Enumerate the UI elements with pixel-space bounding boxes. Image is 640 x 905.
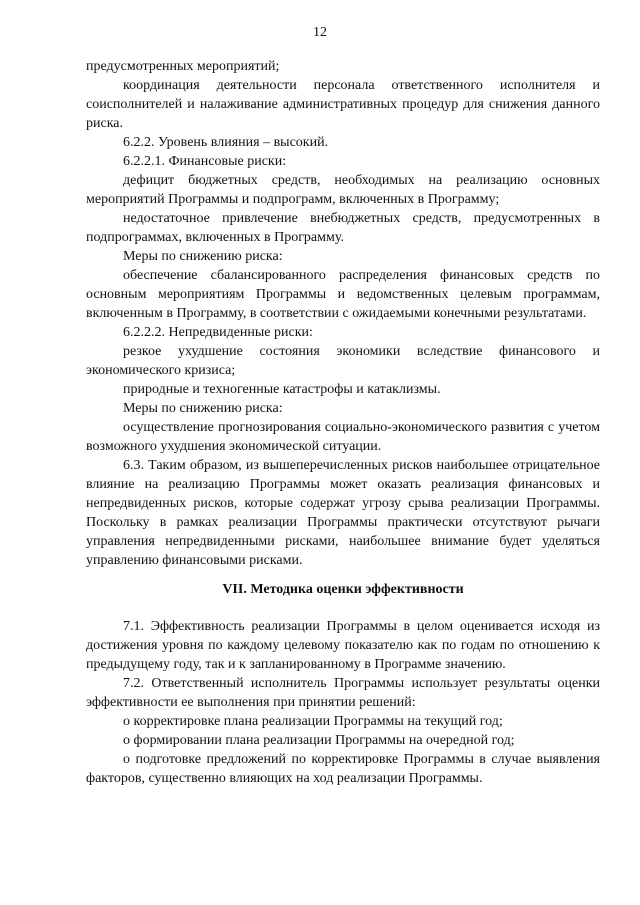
paragraph: координация деятельности персонала ответственного исполнителя и соисполнителей и налаживание административных процедур для снижения данного риска. — [86, 78, 600, 131]
paragraph: природные и техногенные катастрофы и катаклизмы. — [123, 382, 441, 397]
section-vi-continuation — [86, 57, 600, 570]
paragraph: Меры по снижению риска: — [123, 249, 283, 264]
paragraph: дефицит бюджетных средств, необходимых на реализацию основных мероприятий Программы и подпрограмм, включенных в Программу; — [86, 173, 600, 207]
section-heading: VII. Методика оценки эффективности — [222, 582, 464, 597]
paragraph: осуществление прогнозирования социально-экономического развития с учетом возможного ухудшения экономической ситуации. — [86, 420, 600, 454]
paragraph: недостаточное привлечение внебюджетных средств, предусмотренных в подпрограммах, включенных в Программу. — [86, 211, 600, 245]
paragraph: о корректировке плана реализации Программы на текущий год; — [123, 714, 503, 729]
page-number: 12 — [313, 25, 327, 40]
paragraph: обеспечение сбалансированного распределения финансовых средств по основным мероприятиям Программы и ведомственных целевым программам, включенным в Программу, в соответствии с ожидаемыми конечными результатами. — [86, 268, 600, 321]
paragraph: предусмотренных мероприятий; — [86, 59, 280, 74]
paragraph: 6.2.2. Уровень влияния – высокий. — [123, 135, 329, 150]
section-vii-body — [86, 617, 600, 788]
paragraph: Меры по снижению риска: — [123, 401, 283, 416]
paragraph: о подготовке предложений по корректировке Программы в случае выявления факторов, существенно влияющих на ход реализации Программы. — [86, 752, 600, 786]
paragraph: 7.2. Ответственный исполнитель Программы использует результаты оценки эффективности ее выполнения при принятии решений: — [86, 676, 600, 710]
paragraph: резкое ухудшение состояния экономики вследствие финансового и экономического кризиса; — [86, 344, 600, 378]
paragraph: о формировании плана реализации Программы на очередной год; — [123, 733, 515, 748]
document-body — [86, 57, 600, 788]
paragraph: 6.3. Таким образом, из вышеперечисленных рисков наибольшее отрицательное влияние на реализацию Программы может оказать реализация финансовых и непредвиденных рисков, которые содержат угрозу срыва реализации Программы. Поскольку в рамках реализации Программы практически отсутствуют рычаги управления непредвиденными рисками, наибольшее внимание будет уделяться управлению финансовыми рисками. — [86, 458, 600, 568]
paragraph: 7.1. Эффективность реализации Программы в целом оценивается исходя из достижения уровня по каждому целевому показателю как по годам по отношению к предыдущему году, так и к запланированному в Программе значению. — [86, 619, 600, 672]
paragraph: 6.2.2.2. Непредвиденные риски: — [123, 325, 313, 340]
paragraph: 6.2.2.1. Финансовые риски: — [123, 154, 287, 169]
